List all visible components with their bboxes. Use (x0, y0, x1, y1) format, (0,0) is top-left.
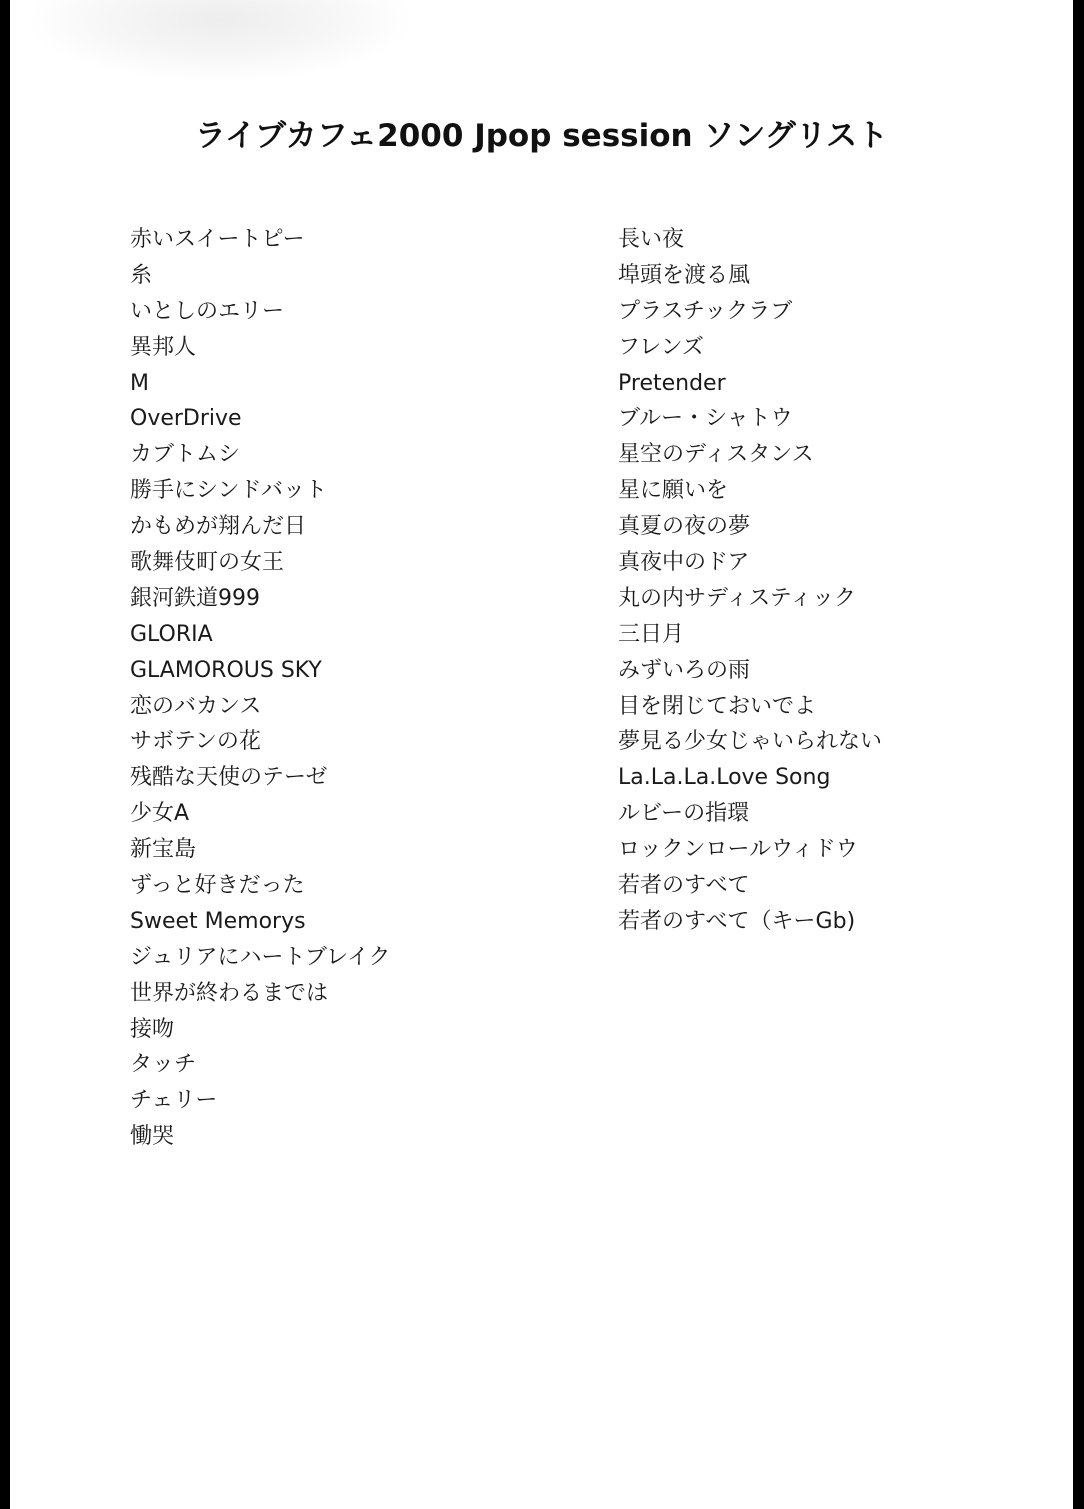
song-item: Pretender (618, 370, 726, 396)
song-item: かもめが翔んだ日 (130, 514, 307, 540)
song-item: 銀河鉄道999 (130, 585, 260, 611)
song-item: 埠頭を渡る風 (618, 262, 751, 288)
song-item: 糸 (130, 262, 153, 288)
song-item: 三日月 (618, 621, 685, 647)
song-item: 慟哭 (130, 1124, 175, 1150)
song-item: 歌舞伎町の女王 (130, 550, 285, 576)
song-item: La.La.La.Love Song (618, 765, 831, 791)
song-item: 目を閉じておいでよ (618, 693, 817, 719)
song-item: 残酷な天使のテーゼ (130, 765, 328, 791)
song-item: OverDrive (130, 406, 242, 432)
song-item: ジュリアにハートブレイク (130, 944, 391, 970)
song-item: 新宝島 (130, 837, 197, 863)
song-item: タッチ (130, 1052, 197, 1078)
song-item: Sweet Memorys (130, 908, 306, 934)
song-item: 若者のすべて (618, 873, 750, 899)
page-title: ライブカフェ2000 Jpop session ソングリスト (194, 117, 889, 154)
song-item: 丸の内サディスティック (618, 585, 857, 611)
song-item: 少女A (130, 801, 190, 827)
song-item: 恋のバカンス (130, 693, 262, 719)
song-item: 星空のディスタンス (618, 442, 814, 468)
song-item: サボテンの花 (130, 729, 261, 755)
song-item: いとしのエリー (130, 298, 285, 324)
song-item: 真夏の夜の夢 (618, 514, 751, 540)
page-shadow (30, 0, 410, 80)
song-list-right (618, 222, 882, 940)
song-list-left (130, 222, 390, 1155)
song-item: 星に願いを (618, 478, 729, 504)
song-item: 異邦人 (130, 334, 197, 360)
song-item: ブルー・シャトウ (618, 406, 793, 432)
song-item: GLAMOROUS SKY (130, 657, 322, 683)
song-item: ルビーの指環 (618, 801, 750, 827)
song-item: チェリー (130, 1088, 218, 1114)
song-item: 真夜中のドア (618, 550, 750, 576)
song-item: 勝手にシンドバット (130, 478, 328, 504)
song-item: ずっと好きだった (130, 873, 305, 899)
song-item: 長い夜 (618, 227, 685, 252)
song-item: カブトムシ (130, 442, 241, 468)
song-item: 若者のすべて（キーGb) (618, 908, 856, 934)
document-page (10, 0, 1073, 1509)
song-item: GLORIA (130, 621, 213, 647)
song-item: 赤いスイートピー (130, 227, 305, 252)
song-item: みずいろの雨 (618, 657, 751, 683)
song-item: ロックンロールウィドウ (618, 837, 858, 863)
song-item: プラスチックラブ (618, 298, 793, 324)
song-item: フレンズ (618, 334, 704, 360)
song-item: M (130, 370, 149, 396)
song-item: 接吻 (130, 1016, 175, 1042)
song-item: 夢見る少女じゃいられない (618, 729, 883, 755)
song-item: 世界が終わるまでは (130, 980, 329, 1006)
